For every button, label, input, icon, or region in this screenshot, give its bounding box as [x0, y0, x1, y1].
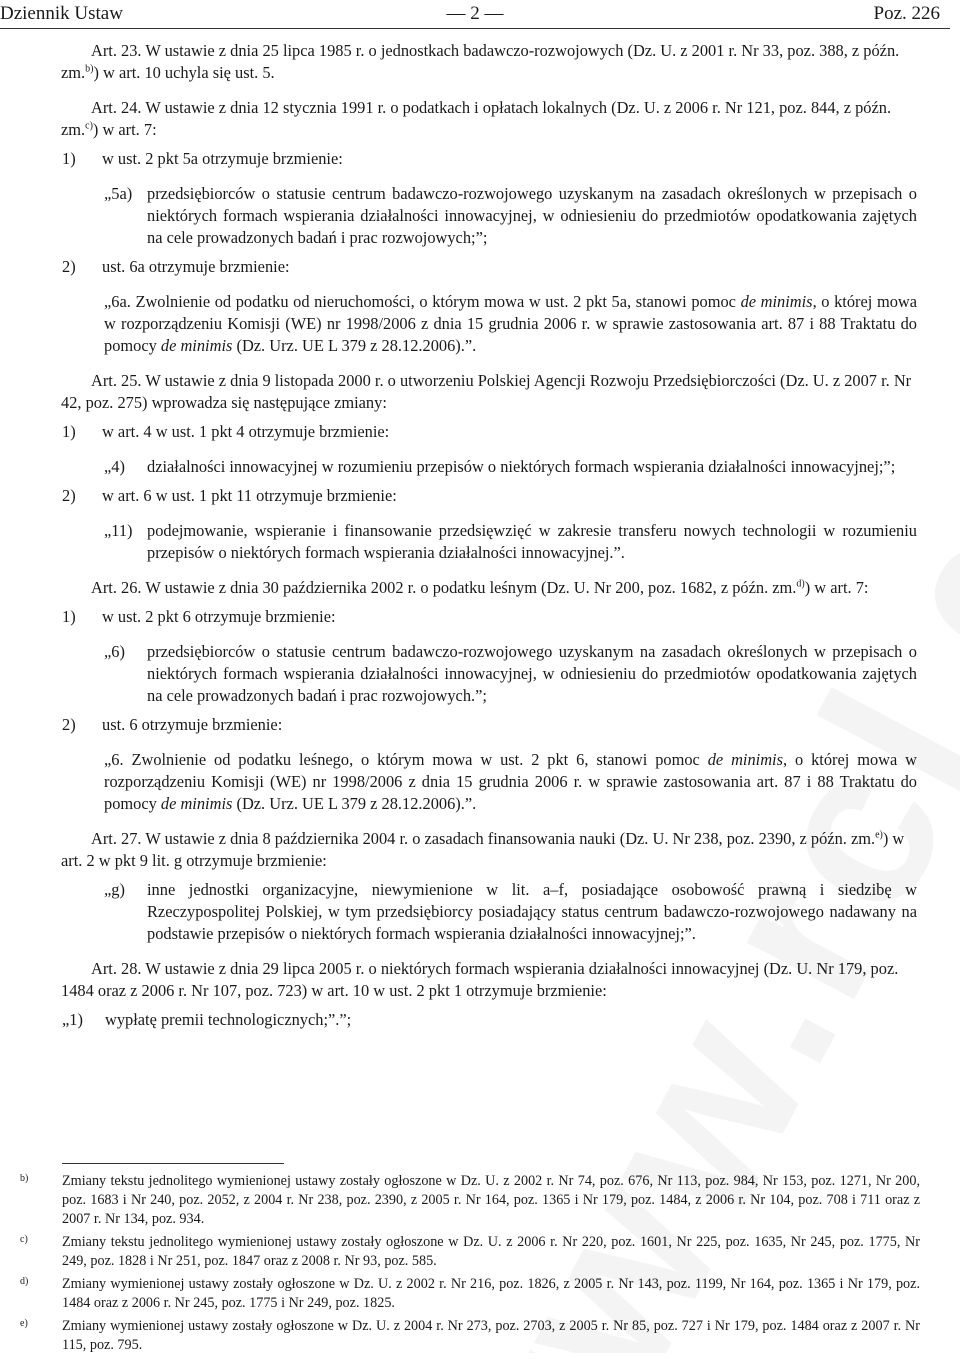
article-26: Art. 26. W ustawie z dnia 30 października 2002 r. o podatku leśnym (Dz. U. Nr 200, poz. 1682, z późn. zm.$^{d)}$) w art. 7:	[91, 578, 869, 597]
article-24-point-1: 1) w ust. 2 pkt 5a otrzymuje brzmienie:	[62, 149, 343, 168]
page-number: — 2 —	[446, 3, 504, 24]
article-28-quote: „1) wypłatę premii technologicznych;”.”;	[62, 1010, 352, 1029]
document-body	[62, 40, 917, 1031]
footnote: e) Zmiany wymienionej ustawy zostały ogłoszone w Dz. U. z 2004 r. Nr 273, poz. 2703, z 2005 r. Nr 85, poz. 727 i Nr 179, poz. 1484 oraz z 2007 r. Nr 115, poz. 795.	[20, 1318, 920, 1353]
footnote: c) Zmiany tekstu jednolitego wymienionej ustawy zostały ogłoszone w Dz. U. z 2006 r. Nr 220, poz. 1601, Nr 225, poz. 1635, Nr 245, poz. 1775, Nr 249, poz. 1828 i Nr 251, poz. 1847 oraz z 2008 r. Nr 93, poz. 585.	[20, 1234, 920, 1269]
page-header	[0, 0, 950, 29]
article-26-point-1-quote: „6) przedsiębiorców o statusie centrum badawczo-rozwojowego uzyskanym na zasadach określonych w przepisach o niektórych formach wspierania działalności innowacyjnej, w odniesieniu do przedmiotów opodatkowania zajętych na cele prowadzonych badań i prac rozwojowych.”;	[104, 642, 917, 705]
article-24-point-2-quote: „6a. Zwolnienie od podatku od nieruchomości, o którym mowa w ust. 2 pkt 5a, stanowi pomoc de minimis, o której mowa w rozporządzeniu Komisji (WE) nr 1998/2006 z dnia 15 grudnia 2006 r. w sprawie zastosowania art. 87 i 88 Traktatu do pomocy de minimis (Dz. Urz. UE L 379 z 28.12.2006).”.	[104, 292, 918, 355]
article-25-point-1: 1) w art. 4 w ust. 1 pkt 4 otrzymuje brzmienie:	[62, 422, 390, 441]
article-23: Art. 23. W ustawie z dnia 25 lipca 1985 r. o jednostkach badawczo-rozwojowych (Dz. U. z 2001 r. Nr 33, poz. 388, z późn. zm.$^{b)}$) w art. 10 uchyla się ust. 5.	[61, 41, 900, 82]
article-27: Art. 27. W ustawie z dnia 8 października 2004 r. o zasadach finansowania nauki (Dz. U. Nr 238, poz. 2390, z późn. zm.$^{e)}$) w art. 2 w pkt 9 lit. g otrzymuje brzmienie:	[61, 829, 905, 870]
article-26-point-2-quote: „6. Zwolnienie od podatku leśnego, o którym mowa w ust. 2 pkt 6, stanowi pomoc de minimis, o której mowa w rozporządzeniu Komisji (WE) nr 1998/2006 z dnia 15 grudnia 2006 r. w sprawie zastosowania art. 87 i 88 Traktatu do pomocy de minimis (Dz. Urz. UE L 379 z 28.12.2006).”.	[104, 750, 918, 813]
article-25-point-1-quote: „4) działalności innowacyjnej w rozumieniu przepisów o niektórych formach wspierania działalności innowacyjnej;”;	[104, 457, 896, 476]
footnotes	[20, 1172, 920, 1359]
article-27-quote: „g) inne jednostki organizacyjne, niewymienione w lit. a–f, posiadające osobowość prawną i siedzibę w Rzeczypospolitej Polskiej, w tym przedsiębiorcy posiadający status centrum badawczo-rozwojowego nadawany na podstawie przepisów o niektórych formach wspierania działalności innowacyjnej;”.	[104, 880, 917, 943]
position-number: Poz. 226	[873, 3, 940, 24]
article-28: Art. 28. W ustawie z dnia 29 lipca 2005 r. o niektórych formach wspierania działalności innowacyjnej (Dz. U. Nr 179, poz. 1484 oraz z 2006 r. Nr 107, poz. 723) w art. 10 w ust. 2 pkt 1 otrzymuje brzmienie:	[61, 959, 899, 1000]
article-25-point-2: 2) w art. 6 w ust. 1 pkt 11 otrzymuje brzmienie:	[62, 486, 397, 505]
footnote-divider	[62, 1163, 284, 1164]
article-26-point-1: 1) w ust. 2 pkt 6 otrzymuje brzmienie:	[62, 607, 336, 626]
footnote: d) Zmiany wymienionej ustawy zostały ogłoszone w Dz. U. z 2002 r. Nr 216, poz. 1826, z 2005 r. Nr 143, poz. 1199, Nr 164, poz. 1365 i Nr 179, poz. 1484 oraz z 2006 r. Nr 245, poz. 1775 i Nr 249, poz. 1825.	[20, 1276, 920, 1311]
article-25-point-2-quote: „11) podejmowanie, wspieranie i finansowanie przedsięwzięć w zakresie transferu nowych technologii w rozumieniu przepisów o niektórych formach wspierania działalności innowacyjnej.”.	[104, 521, 917, 562]
article-24-point-1-quote: „5a) przedsiębiorców o statusie centrum badawczo-rozwojowego uzyskanym na zasadach określonych w przepisach o niektórych formach wspierania działalności innowacyjnej, w odniesieniu do przedmiotów opodatkowania zajętych na cele prowadzonych badań i prac rozwojowych;”;	[104, 184, 917, 247]
article-26-point-2: 2) ust. 6 otrzymuje brzmienie:	[62, 715, 283, 734]
article-24: Art. 24. W ustawie z dnia 12 stycznia 1991 r. o podatkach i opłatach lokalnych (Dz. U. z 2006 r. Nr 121, poz. 844, z późn. zm.$^{c)}$) w art. 7:	[61, 98, 892, 139]
article-25: Art. 25. W ustawie z dnia 9 listopada 2000 r. o utworzeniu Polskiej Agencji Rozwoju Przedsiębiorczości (Dz. U. z 2007 r. Nr 42, poz. 275) wprowadza się następujące zmiany:	[61, 371, 912, 412]
footnote: b) Zmiany tekstu jednolitego wymienionej ustawy zostały ogłoszone w Dz. U. z 2002 r. Nr 74, poz. 676, Nr 113, poz. 984, Nr 153, poz. 1271, Nr 200, poz. 1683 i Nr 240, poz. 2052, z 2004 r. Nr 238, poz. 2390, z 2005 r. Nr 164, poz. 1365 i Nr 179, poz. 1484, z 2006 r. Nr 104, poz. 708 i 711 oraz z 2007 r. Nr 134, poz. 934.	[20, 1173, 920, 1227]
article-24-point-2: 2) ust. 6a otrzymuje brzmienie:	[62, 257, 290, 276]
journal-title: Dziennik Ustaw	[0, 3, 123, 24]
